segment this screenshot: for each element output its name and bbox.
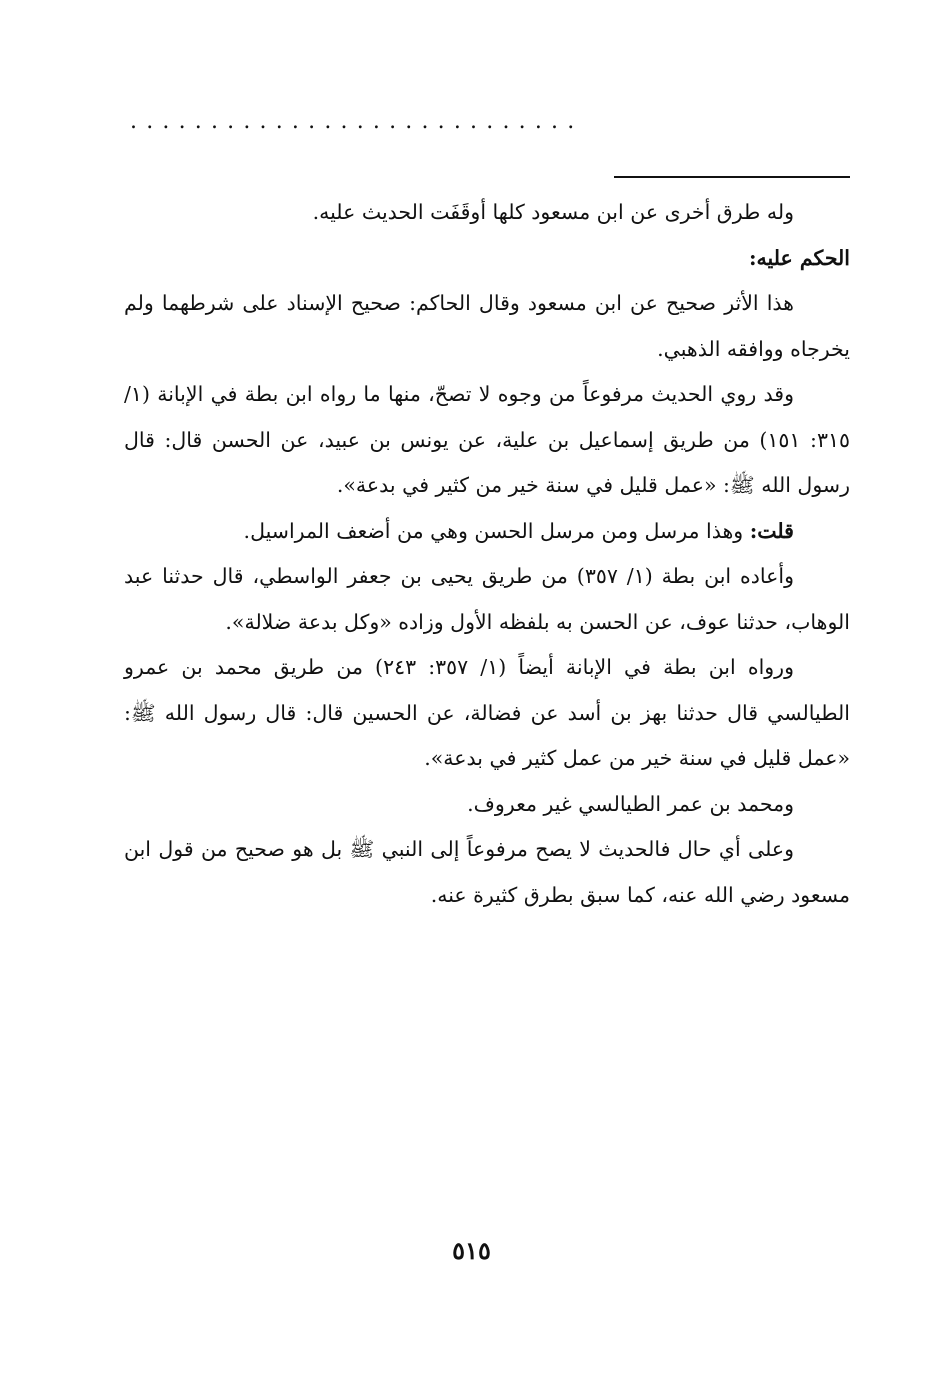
footnote-separator-rule xyxy=(614,176,850,178)
header-dotted-line: ............................ xyxy=(130,112,584,132)
paragraph-1: وله طرق أخرى عن ابن مسعود كلها أوقَفَت الحديث عليه. xyxy=(312,200,794,224)
page-body xyxy=(124,190,850,918)
paragraph-5: وأعاده ابن بطة (١/ ٣٥٧) من طريق يحيى بن جعفر الواسطي، قال حدثنا عبد الوهاب، حدثنا عوف، عن الحسن به بلفظه الأول وزاده «وكل بدعة ضلالة». xyxy=(124,564,850,634)
paragraph-6: ورواه ابن بطة في الإبانة أيضاً (١/ ٣٥٧: ٢٤٣) من طريق محمد بن عمرو الطيالسي قال حدثنا بهز بن أسد عن فضالة، عن الحسين قال: قال رسول الله ﷺ: «عمل قليل في سنة خير من عمل كثير في بدعة». xyxy=(124,655,850,770)
paragraph-4-text: وهذا مرسل ومن مرسل الحسن وهي من أضعف المراسيل. xyxy=(243,518,750,543)
paragraph-4 xyxy=(124,509,850,555)
note-label: قلت: xyxy=(749,518,794,543)
paragraph-7: ومحمد بن عمر الطيالسي غير معروف. xyxy=(467,791,794,816)
paragraph-2: هذا الأثر صحيح عن ابن مسعود وقال الحاكم: صحيح الإسناد على شرطهما ولم يخرجاه ووافقه الذهبي. xyxy=(124,291,850,361)
section-heading: الحكم عليه: xyxy=(748,245,850,270)
page-number: ٥١٥ xyxy=(452,1236,491,1265)
paragraph-3: وقد روي الحديث مرفوعاً من وجوه لا تصحّ، منها ما رواه ابن بطة في الإبانة (١/ ٣١٥: ١٥١) من طريق إسماعيل بن علية، عن يونس بن عبيد، عن الحسن قال: قال رسول الله ﷺ: «عمل قليل في سنة خير من كثير في بدعة». xyxy=(124,382,850,497)
paragraph-8: وعلى أي حال فالحديث لا يصح مرفوعاً إلى النبي ﷺ بل هو صحيح من قول ابن مسعود رضي الله عنه، كما سبق بطرق كثيرة عنه. xyxy=(124,837,850,907)
